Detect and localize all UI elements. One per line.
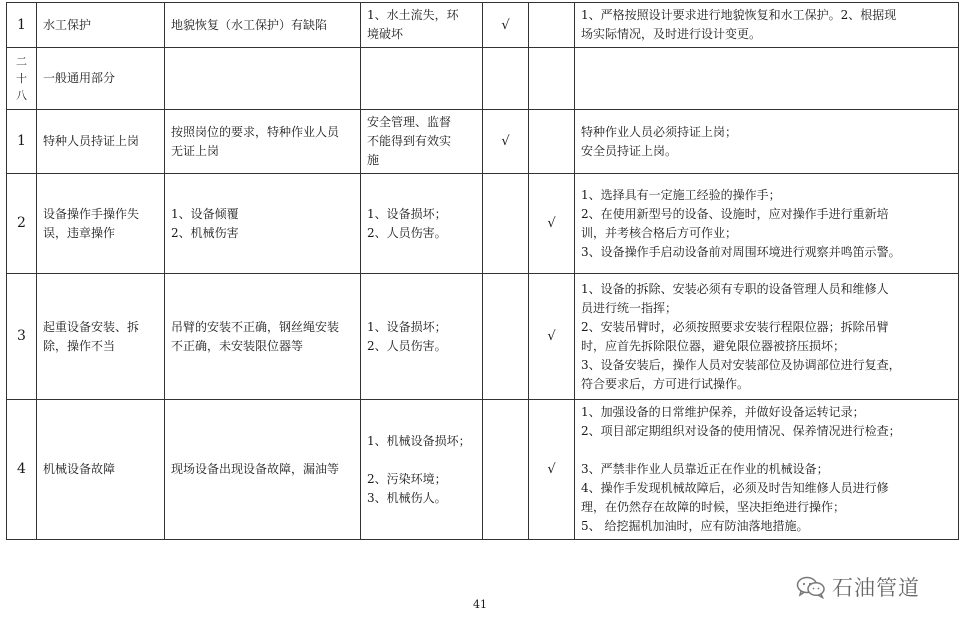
check-mark-a: [483, 274, 529, 400]
empty-cell: [361, 48, 483, 110]
section-title: 一般通用部分: [37, 48, 165, 110]
check-mark-b: [529, 110, 575, 174]
control-measures: 1、加强设备的日常维护保养，并做好设备运转记录； 2、项目部定期组织对设备的使用情况、保养情况进行检查； 3、严禁非作业人员靠近正在作业的机械设备； 4、操作手发现机械故障后，必须及时告知维修人员进行修 理，在仍然存在故障的时候，坚决拒绝进行操作； 5、 给挖掘机加油时，应有防油落地措施。: [575, 400, 959, 540]
check-mark-b: √: [529, 274, 575, 400]
hazard-consequence: 1、机械设备损坏； 2、污染环境； 3、机械伤人。: [361, 400, 483, 540]
hazard-consequence: 1、水土流失，环 境破坏: [361, 3, 483, 48]
empty-cell: [483, 48, 529, 110]
check-mark-a: [483, 400, 529, 540]
control-measures: 特种作业人员必须持证上岗； 安全员持证上岗。: [575, 110, 959, 174]
hazard-cause: 按照岗位的要求，特种作业人员 无证上岗: [165, 110, 361, 174]
risk-table: [6, 2, 959, 540]
table-row: [7, 274, 959, 400]
row-number: 1: [7, 3, 37, 48]
hazard-cause: 现场设备出现设备故障，漏油等: [165, 400, 361, 540]
section-number: 二 十 八: [7, 48, 37, 110]
hazard-item: 特种人员持证上岗: [37, 110, 165, 174]
watermark-text: 石油管道: [832, 576, 920, 600]
row-number: 2: [7, 174, 37, 274]
hazard-cause: 地貌恢复（水工保护）有缺陷: [165, 3, 361, 48]
control-measures: 1、选择具有一定施工经验的操作手； 2、在使用新型号的设备、设施时，应对操作手进行重新培 训，并考核合格后方可作业； 3、设备操作手启动设备前对周围环境进行观察并鸣笛示警。: [575, 174, 959, 274]
check-mark-a: [483, 174, 529, 274]
empty-cell: [529, 48, 575, 110]
hazard-consequence: 安全管理、监督 不能得到有效实 施: [361, 110, 483, 174]
hazard-item: 水工保护: [37, 3, 165, 48]
table-row: [7, 110, 959, 174]
hazard-consequence: 1、设备损坏； 2、人员伤害。: [361, 174, 483, 274]
hazard-cause: 吊臂的安装不正确，钢丝绳安装 不正确，未安装限位器等: [165, 274, 361, 400]
empty-cell: [575, 48, 959, 110]
check-mark-b: √: [529, 174, 575, 274]
check-mark-b: [529, 3, 575, 48]
control-measures: 1、设备的拆除、安装必须有专职的设备管理人员和维修人 员进行统一指挥； 2、安装吊臂时，必须按照要求安装行程限位器；拆除吊臂 时，应首先拆除限位器，避免限位器被挤压损坏； 3、设备安装后，操作人员对安装部位及协调部位进行复查， 符合要求后，方可进行试操作。: [575, 274, 959, 400]
check-mark-a: √: [483, 110, 529, 174]
row-number: 1: [7, 110, 37, 174]
table-row: [7, 3, 959, 48]
page-number: 41: [473, 598, 487, 611]
empty-cell: [165, 48, 361, 110]
hazard-item: 机械设备故障: [37, 400, 165, 540]
check-mark-a: √: [483, 3, 529, 48]
hazard-cause: 1、设备倾覆 2、机械伤害: [165, 174, 361, 274]
hazard-item: 设备操作手操作失 误，违章操作: [37, 174, 165, 274]
check-mark-b: √: [529, 400, 575, 540]
table-row: [7, 400, 959, 540]
hazard-consequence: 1、设备损坏； 2、人员伤害。: [361, 274, 483, 400]
row-number: 3: [7, 274, 37, 400]
control-measures: 1、严格按照设计要求进行地貌恢复和水工保护。2、根据现 场实际情况，及时进行设计变更。: [575, 3, 959, 48]
hazard-item: 起重设备安装、拆 除，操作不当: [37, 274, 165, 400]
wechat-icon: [796, 575, 826, 599]
row-number: 4: [7, 400, 37, 540]
section-row: [7, 48, 959, 110]
table-row: [7, 174, 959, 274]
